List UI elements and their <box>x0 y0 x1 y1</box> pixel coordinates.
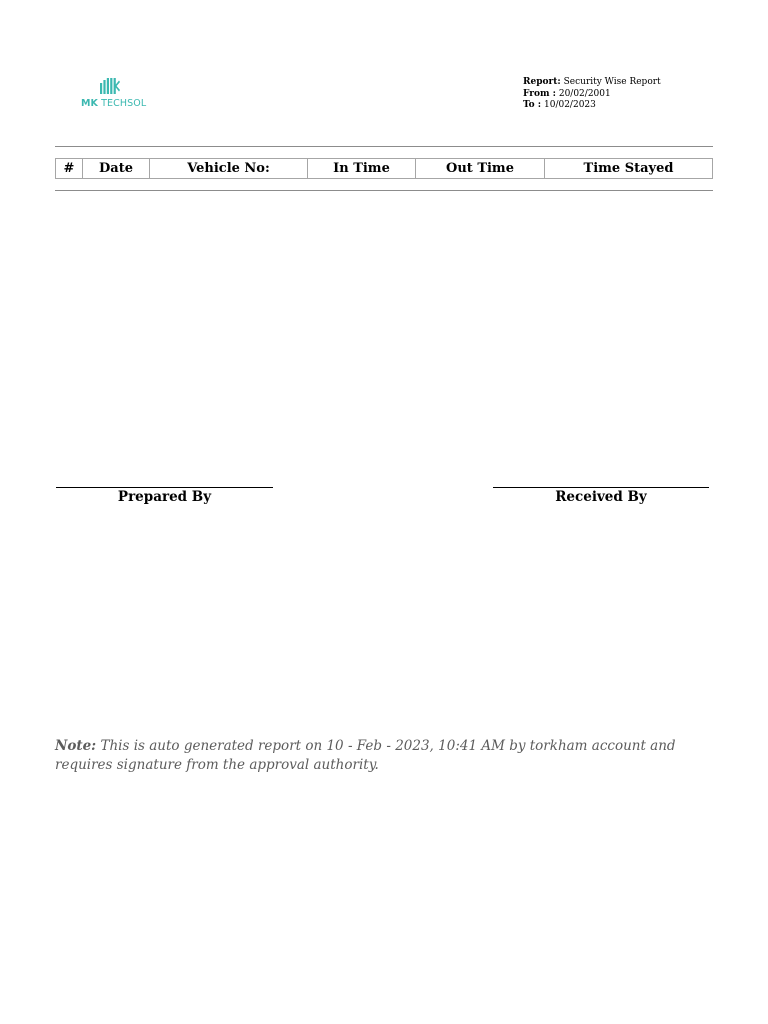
column-header-out-time: Out Time <box>416 159 545 179</box>
report-table <box>55 158 713 179</box>
company-name <box>81 98 146 109</box>
prepared-by-label: Prepared By <box>117 489 212 505</box>
to-label: To : <box>523 100 542 110</box>
company-name-suffix: TECHSOL <box>101 98 147 109</box>
column-header-vehicle-no: Vehicle No: <box>150 159 308 179</box>
company-name-prefix: MK <box>81 98 99 109</box>
report-from-line <box>523 89 661 101</box>
received-by-label: Received By <box>555 489 647 505</box>
table-header-row <box>56 159 713 179</box>
footer-note <box>55 737 715 774</box>
column-header-date: Date <box>83 159 150 179</box>
received-by-signature-line <box>493 487 709 488</box>
column-header-in-time: In Time <box>308 159 416 179</box>
from-date: 20/02/2001 <box>558 88 611 99</box>
report-meta <box>523 77 661 112</box>
company-logo <box>80 77 147 111</box>
from-label: From : <box>523 88 556 99</box>
header-divider-bottom <box>55 190 713 191</box>
to-date: 10/02/2023 <box>544 100 596 110</box>
report-title-line <box>523 77 661 89</box>
column-header-time-stayed: Time Stayed <box>545 159 713 179</box>
column-header-number: # <box>56 159 83 179</box>
report-title: Security Wise Report <box>563 77 661 87</box>
mk-techsol-logo-mark <box>100 77 120 97</box>
header-divider-top <box>55 146 713 147</box>
note-text: This is auto generated report on 10 - Feb - 2023, 10:41 AM by torkham account and requires signature from the approval authority. <box>55 738 676 773</box>
prepared-by-signature-line <box>56 487 273 488</box>
report-label: Report: <box>523 77 561 87</box>
report-to-line <box>523 100 661 112</box>
note-label: Note: <box>55 738 97 754</box>
